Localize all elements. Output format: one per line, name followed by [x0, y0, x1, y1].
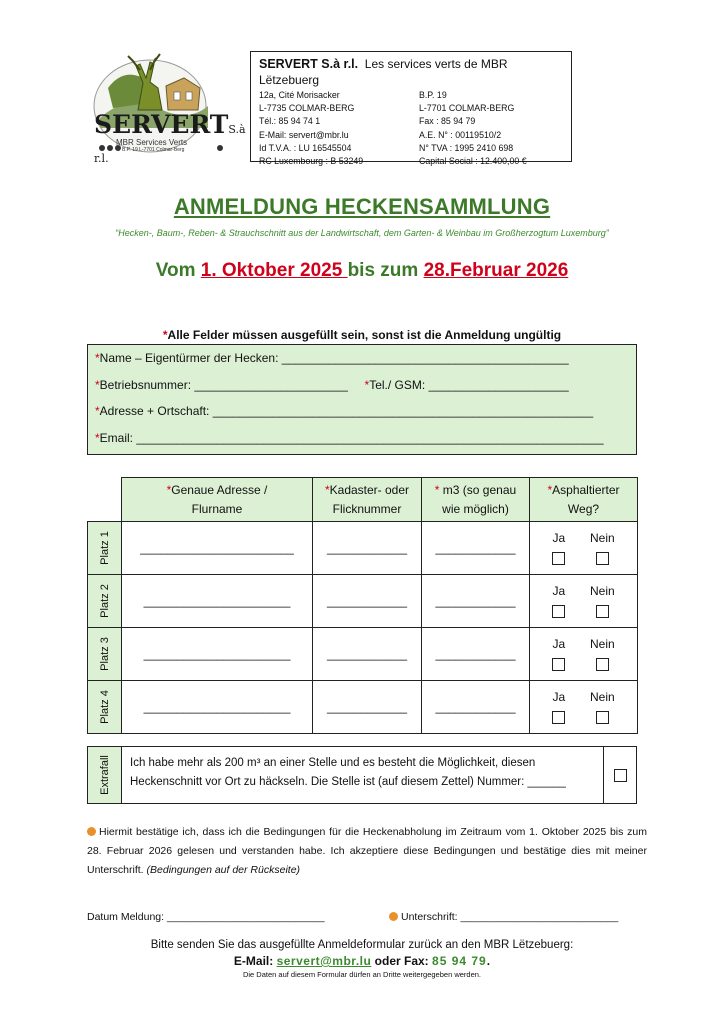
asphalt-choice: Ja Nein	[530, 628, 638, 681]
address-input[interactable]: ______________________	[122, 628, 313, 681]
company-address-col: 12a, Cité Morisacker L-7735 COLMAR-BERG Tél.: 85 94 74 1 E-Mail: servert@mbr.lu Id T.V.A. : LU 16545504 RC Luxembourg : B 53249	[259, 90, 364, 167]
company-title: SERVERT S.à r.l. Les services verts de MBR Lëtzebuerg	[259, 57, 508, 87]
extrafall-text: Ich habe mehr als 200 m³ an einer Stelle und es besteht die Möglichkeit, diesen Heckenschnitt vor Ort zu häckseln. Die Stelle ist (auf diesem Zettel) Nummer: ______	[122, 747, 604, 803]
kadaster-input[interactable]: ____________	[313, 575, 422, 628]
header-volume: * m3 (so genau wie möglich)	[422, 478, 530, 522]
address-field[interactable]: *Adresse + Ortschaft: _________________________________________________________	[95, 404, 594, 418]
kadaster-input[interactable]: ____________	[313, 628, 422, 681]
address-input[interactable]: ______________________	[122, 575, 313, 628]
location-table	[87, 477, 638, 734]
conditions-statement: Hiermit bestätige ich, dass ich die Bedingungen für die Heckenabholung im Zeitraum vom 1. Oktober 2025 bis zum 28. Februar 2026 gelesen und verstanden habe. Ich akzeptiere diese Bedingungen und bestätige dies mit meiner Unterschrift. (Bedingungen auf der Rückseite)	[87, 826, 647, 876]
email-field[interactable]: *Email: ______________________________________________________________________	[95, 430, 604, 445]
platz-label: Platz 3	[88, 628, 122, 681]
address-input[interactable]: ______________________	[122, 681, 313, 734]
date-field[interactable]: Datum Meldung: ___________________________	[87, 911, 325, 923]
ja-checkbox[interactable]	[552, 711, 565, 724]
betrieb-tel-row	[95, 375, 629, 402]
extrafall-box	[87, 746, 637, 804]
volume-input[interactable]: ____________	[422, 681, 530, 734]
nein-checkbox[interactable]	[596, 552, 609, 565]
page-subtitle: “Hecken-, Baum-, Reben- & Strauchschnitt aus der Landwirtschaft, dem Garten- & Weinbau im Großherzogtum Luxemburg”	[115, 228, 609, 238]
platz-label: Platz 2	[88, 575, 122, 628]
table-row	[88, 681, 638, 734]
collection-period: Vom 1. Oktober 2025 bis zum 28.Februar 2026	[155, 260, 569, 281]
platz-label: Platz 4	[88, 681, 122, 734]
volume-input[interactable]: ____________	[422, 575, 530, 628]
header-address: *Genaue Adresse / Flurname	[122, 478, 313, 522]
asphalt-choice: Ja Nein	[530, 522, 638, 575]
bullet-icon	[87, 827, 96, 836]
table-row	[88, 628, 638, 681]
footer-instruction: Bitte senden Sie das ausgefüllte Anmeldeformular zurück an den MBR Lëtzebuerg:	[150, 939, 574, 951]
logo-small-text: B.P. 19 L-7701 Colmar-Berg	[122, 147, 185, 153]
header-kadaster: *Kadaster- oder Flicknummer	[313, 478, 422, 522]
footer-contact: E-Mail: servert@mbr.lu oder Fax: 85 94 79.	[233, 954, 491, 968]
bullet-icon	[389, 912, 398, 921]
tel-field[interactable]: *Tel./ GSM: _____________________	[364, 377, 569, 392]
extrafall-checkbox[interactable]	[614, 769, 627, 782]
page-title: ANMELDUNG HECKENSAMMLUNG	[173, 194, 551, 219]
footer-data-note: Die Daten auf diesem Formular dürfen an Dritte weitergegeben werden.	[242, 970, 482, 979]
nein-checkbox[interactable]	[596, 658, 609, 671]
company-info-box	[250, 51, 572, 167]
nein-checkbox[interactable]	[596, 605, 609, 618]
required-note: *Alle Felder müssen ausgefüllt sein, sonst ist die Anmeldung ungültig	[162, 328, 562, 342]
betriebsnummer-field[interactable]: *Betriebsnummer: _______________________	[95, 377, 348, 392]
kadaster-input[interactable]: ____________	[313, 522, 422, 575]
logo-tagline: MBR Services Verts	[116, 138, 188, 147]
logo-wordmark: SERVERTS.à r.l.	[94, 110, 246, 165]
extrafall-label: Extrafall	[88, 747, 122, 803]
company-registration-col: B.P. 19 L-7701 COLMAR-BERG Fax : 85 94 79 A.E. N° : 00119510/2 N° TVA : 1995 2410 698 Capital Social : 12.400,00 €	[419, 90, 527, 167]
address-input[interactable]: _______________________	[122, 522, 313, 575]
volume-input[interactable]: ____________	[422, 522, 530, 575]
email-link[interactable]: servert@mbr.lu	[276, 954, 372, 968]
nein-checkbox[interactable]	[596, 711, 609, 724]
asphalt-choice: Ja Nein	[530, 575, 638, 628]
table-row	[88, 575, 638, 628]
platz-label: Platz 1	[88, 522, 122, 575]
table-corner	[88, 478, 122, 522]
volume-input[interactable]: ____________	[422, 628, 530, 681]
name-field[interactable]: *Name – Eigentürmer der Hecken: ___________________________________________	[95, 351, 569, 365]
table-row	[88, 522, 638, 575]
ja-checkbox[interactable]	[552, 658, 565, 671]
company-logo	[88, 48, 246, 165]
signature-field[interactable]: Unterschrift: ___________________________	[389, 911, 618, 923]
fax-number: 85 94 79	[432, 954, 487, 968]
header-asphalt: *Asphaltierter Weg?	[530, 478, 638, 522]
ja-checkbox[interactable]	[552, 552, 565, 565]
ja-checkbox[interactable]	[552, 605, 565, 618]
owner-fields-box	[87, 344, 637, 455]
kadaster-input[interactable]: ____________	[313, 681, 422, 734]
asphalt-choice: Ja Nein	[530, 681, 638, 734]
